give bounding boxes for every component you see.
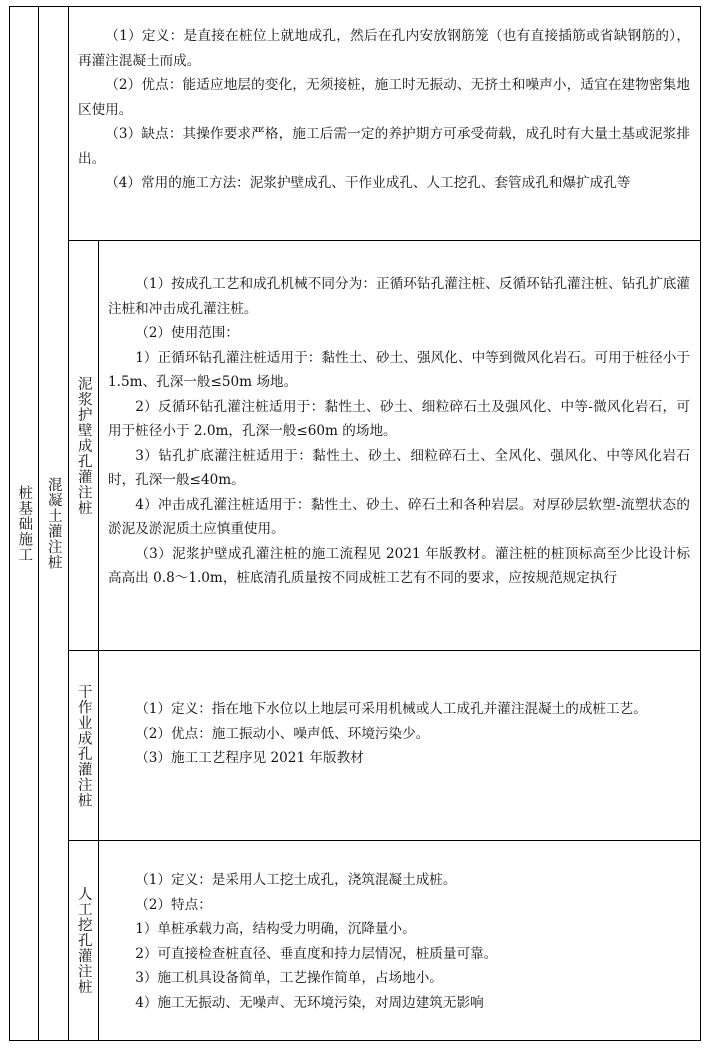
col3-divider — [98, 240, 99, 1041]
section-label-mud — [69, 241, 98, 650]
category-label-text: 桩基础施工 — [16, 484, 33, 563]
general-paragraph: （4）常用的施工方法：泥浆护壁成孔、干作业成孔、人工挖孔、套管成孔和爆扩成孔等 — [105, 175, 631, 191]
section-paragraph: 2）可直接检查桩直径、垂直度和持力层情况，桩质量可靠。 — [135, 945, 498, 962]
section-paragraph: 1）单桩承载力高，结构受力明确，沉降量小。 — [135, 921, 416, 937]
dry-operation-content — [108, 697, 690, 771]
subcategory-label — [39, 7, 68, 1040]
manual-dug-content — [108, 868, 690, 1015]
table-border-right — [700, 6, 701, 1041]
general-description — [78, 24, 690, 196]
general-paragraph: （3）缺点：其操作要求严格，施工后需一定的养护期方可承受荷载，成孔时有大量土基或泥浆排出。 — [78, 126, 690, 167]
section-paragraph: （1）定义：是采用人工挖土成孔，浇筑混凝土成桩。 — [135, 872, 457, 888]
section-paragraph: 4）冲击成孔灌注桩适用于：黏性土、砂土、碎石土和各种岩层。对厚砂层软塑-流塑状态的淤泥及淤泥质土应慎重使用。 — [108, 496, 690, 537]
section-paragraph: 2）反循环钻孔灌注桩适用于：黏性土、砂土、细粒碎石土及强风化、中等-微风化岩石，可用于桩径小于 2.0m，孔深一般≤60m 的场地。 — [108, 398, 690, 439]
section-paragraph: 4）施工无振动、无噪声、无环境污染，对周边建筑无影响 — [135, 994, 484, 1011]
mud-wall-content — [108, 272, 690, 591]
subcategory-label-text: 混凝土灌注桩 — [45, 477, 62, 570]
section-paragraph: （1）按成孔工艺和成孔机械不同分为：正循环钻孔灌注桩、反循环钻孔灌注桩、钻孔扩底灌注桩和冲击成孔灌注桩。 — [108, 276, 690, 317]
row-divider-2 — [68, 650, 701, 651]
section-paragraph: （3）施工工艺程序见 2021 年版教材 — [135, 750, 364, 766]
section-paragraph: （2）使用范围： — [135, 325, 239, 341]
section-label-dry — [69, 651, 98, 840]
row-divider-1 — [68, 240, 701, 241]
section-label-manual — [69, 841, 98, 1040]
section-label-mud-text: 泥浆护壁成孔灌注桩 — [75, 375, 92, 516]
section-paragraph: （3）泥浆护壁成孔灌注桩的施工流程见 2021 年版教材。灌注桩的桩顶标高至少比设计标高高出 0.8～1.0m，桩底清孔质量按不同成桩工艺有不同的要求，应按规范规定执行 — [108, 545, 690, 586]
row-divider-3 — [68, 840, 701, 841]
table-border-bottom — [9, 1040, 701, 1041]
section-paragraph: 1）正循环钻孔灌注桩适用于：黏性土、砂土、强风化、中等到微风化岩石。可用于桩径小于 1.5m、孔深一般≤50m 场地。 — [108, 349, 690, 390]
section-paragraph: 3）钻孔扩底灌注桩适用于：黏性土、砂土、细粒碎石土、全风化、强风化、中等风化岩石时，孔深一般≤40m。 — [108, 447, 690, 488]
category-label — [10, 7, 38, 1040]
table-border-top — [9, 6, 701, 7]
general-paragraph: （1）定义：是直接在桩位上就地成孔，然后在孔内安放钢筋笼（也有直接插筋或省缺钢筋的），再灌注混凝土而成。 — [78, 28, 690, 69]
section-paragraph: 3）施工机具设备简单，工艺操作简单，占场地小。 — [135, 970, 443, 986]
section-label-manual-text: 人工挖孔灌注桩 — [75, 886, 92, 995]
section-paragraph: （1）定义：指在地下水位以上地层可采用机械或人工成孔并灌注混凝土的成桩工艺。 — [135, 701, 647, 717]
section-paragraph: （2）优点：施工振动小、噪声低、环境污染少。 — [135, 725, 430, 742]
general-paragraph: （2）优点：能适应地层的变化，无须接桩，施工时无振动、无挤土和噪声小，适宜在建物密集地区使用。 — [78, 77, 690, 118]
section-paragraph: （2）特点： — [135, 896, 212, 913]
section-label-dry-text: 干作业成孔灌注桩 — [75, 683, 92, 808]
